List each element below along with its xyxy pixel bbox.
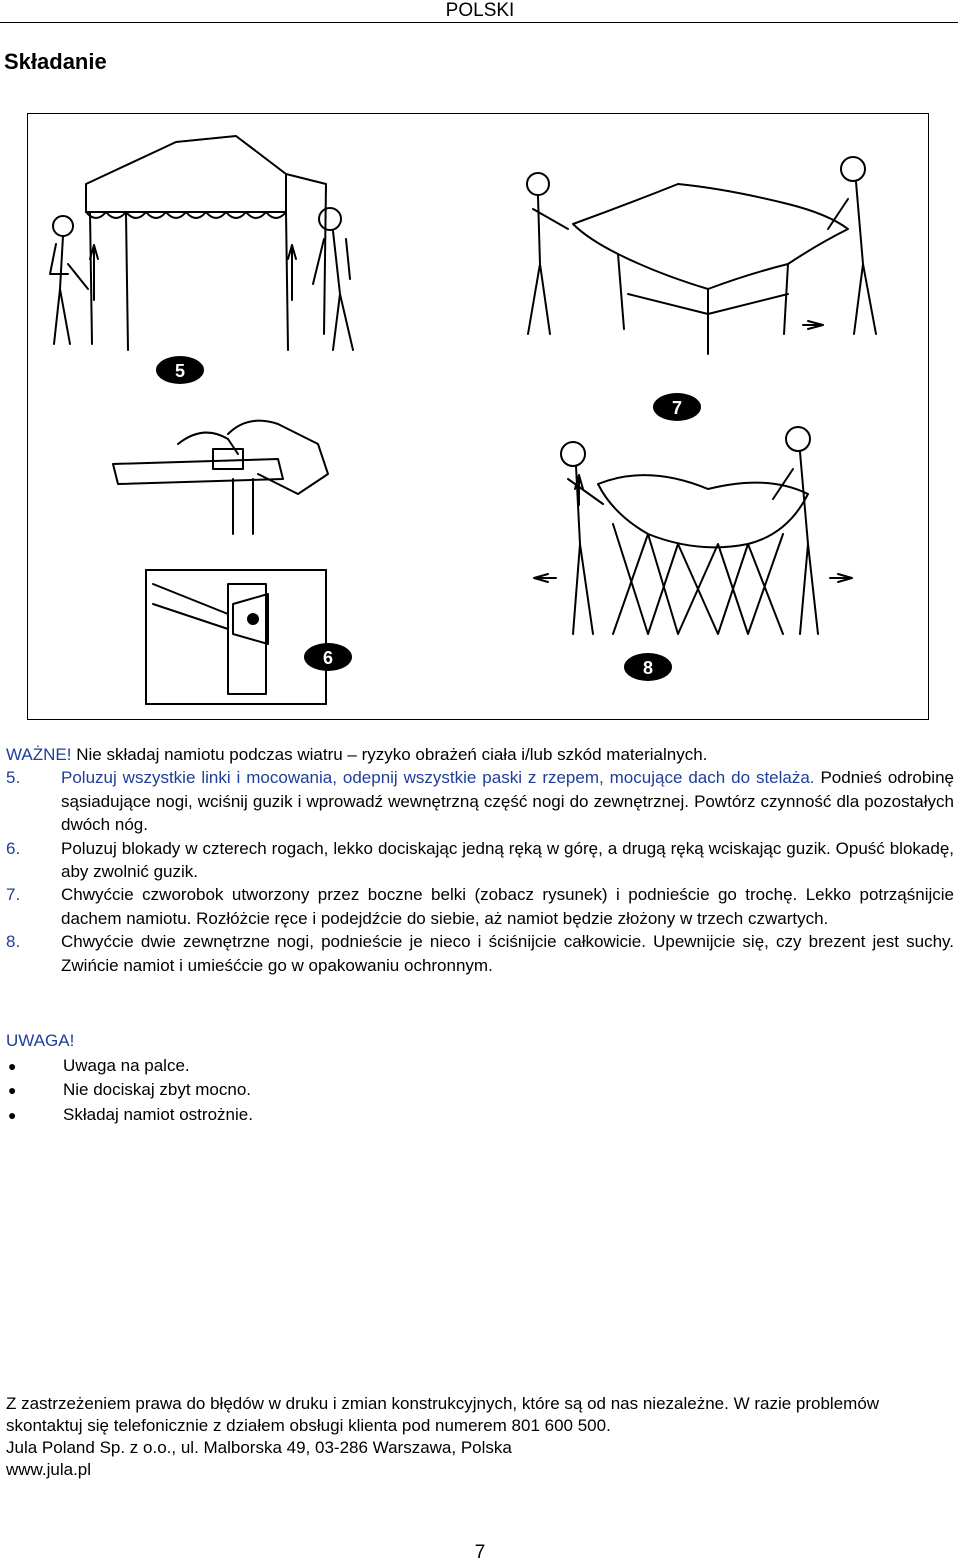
step-6-corner-detail-drawing bbox=[113, 421, 328, 704]
caution-text: Składaj namiot ostrożnie. bbox=[63, 1104, 253, 1124]
footer-address: Jula Poland Sp. z o.o., ul. Malborska 49, 03-286 Warszawa, Polska bbox=[6, 1438, 512, 1457]
step-number: 7. bbox=[6, 885, 21, 905]
footer-website: www.jula.pl bbox=[6, 1460, 92, 1479]
badge-6: 6 bbox=[322, 648, 334, 668]
step-item bbox=[6, 930, 954, 977]
step-body: Poluzuj blokady w czterech rogach, lekko dociskając jedną ręką w górę, a drugą ręką wciskając guzik. Opuść blokadę, aby zwolnić guzik. bbox=[61, 838, 954, 882]
step-body: Podnieś odrobinę sąsiadujące nogi, wciśnij guzik i wprowadź wewnętrzną część nogi do zewnętrznej. Powtórz czynność dla pozostałych dwóch nóg. bbox=[61, 768, 954, 835]
step-lead: Poluzuj wszystkie linki i mocowania, odepnij wszystkie paski z rzepem, mocujące dach do stelaża. bbox=[61, 768, 815, 788]
instructions bbox=[6, 743, 954, 977]
caution-title: UWAGA! bbox=[6, 1031, 75, 1050]
step-number: 5. bbox=[6, 768, 21, 788]
step-item bbox=[6, 883, 954, 930]
warning-line bbox=[6, 743, 954, 766]
bullet-icon: ● bbox=[8, 1057, 17, 1074]
page-title: Składanie bbox=[4, 49, 107, 74]
badge-7: 7 bbox=[671, 398, 683, 418]
caution-item bbox=[6, 1103, 906, 1128]
page-number: 7 bbox=[474, 1542, 486, 1563]
badge-5: 5 bbox=[174, 361, 186, 381]
badge-8: 8 bbox=[642, 658, 654, 678]
footer-disclaimer: Z zastrzeżeniem prawa do błędów w druku i zmian konstrukcyjnych, które są od nas niezależne. W razie problemów skontaktuj się telefonicznie z działem obsługi klienta pod numerem 801 600 500. bbox=[6, 1394, 880, 1435]
instruction-illustration bbox=[27, 113, 929, 720]
caution-item bbox=[6, 1078, 906, 1103]
step-item bbox=[6, 766, 954, 836]
caution-section bbox=[6, 1029, 906, 1127]
step-text bbox=[61, 766, 954, 836]
step-number: 6. bbox=[6, 838, 21, 858]
caution-text: Uwaga na palce. bbox=[63, 1055, 190, 1075]
step-8-fold-drawing bbox=[534, 427, 852, 634]
step-badges bbox=[156, 356, 701, 681]
header-language: POLSKI bbox=[445, 0, 515, 21]
step-item bbox=[6, 837, 954, 884]
warning-text: Nie składaj namiotu podczas wiatru – ryzyko obrażeń ciała i/lub szkód materialnych. bbox=[76, 745, 708, 764]
step-7-canopy-drawing bbox=[527, 157, 876, 354]
step-body: Chwyćcie dwie zewnętrzne nogi, podnieście je nieco i ściśnijcie całkowicie. Upewnijcie się, czy brezent jest suchy. Zwińcie namiot i umieśćcie go w opakowaniu ochronnym. bbox=[61, 932, 954, 975]
bullet-icon: ● bbox=[8, 1106, 17, 1123]
bullet-icon: ● bbox=[8, 1082, 17, 1098]
illustration-drawing bbox=[28, 114, 927, 718]
footer bbox=[6, 1393, 956, 1481]
step-5-gazebo-drawing bbox=[50, 136, 353, 350]
caution-item bbox=[6, 1054, 906, 1079]
step-body: Chwyćcie czworobok utworzony przez boczne belki (zobacz rysunek) i podnieście go trochę. Lekko potrząśnijcie dachem namiotu. Rozłóżcie ręce i podejdźcie do siebie, aż namiot będzie złożony w trzech czwartych. bbox=[61, 885, 954, 928]
header-divider bbox=[0, 22, 958, 23]
warning-label: WAŻNE! bbox=[6, 745, 72, 764]
step-number: 8. bbox=[6, 932, 21, 952]
caution-text: Nie dociskaj zbyt mocno. bbox=[63, 1080, 252, 1099]
